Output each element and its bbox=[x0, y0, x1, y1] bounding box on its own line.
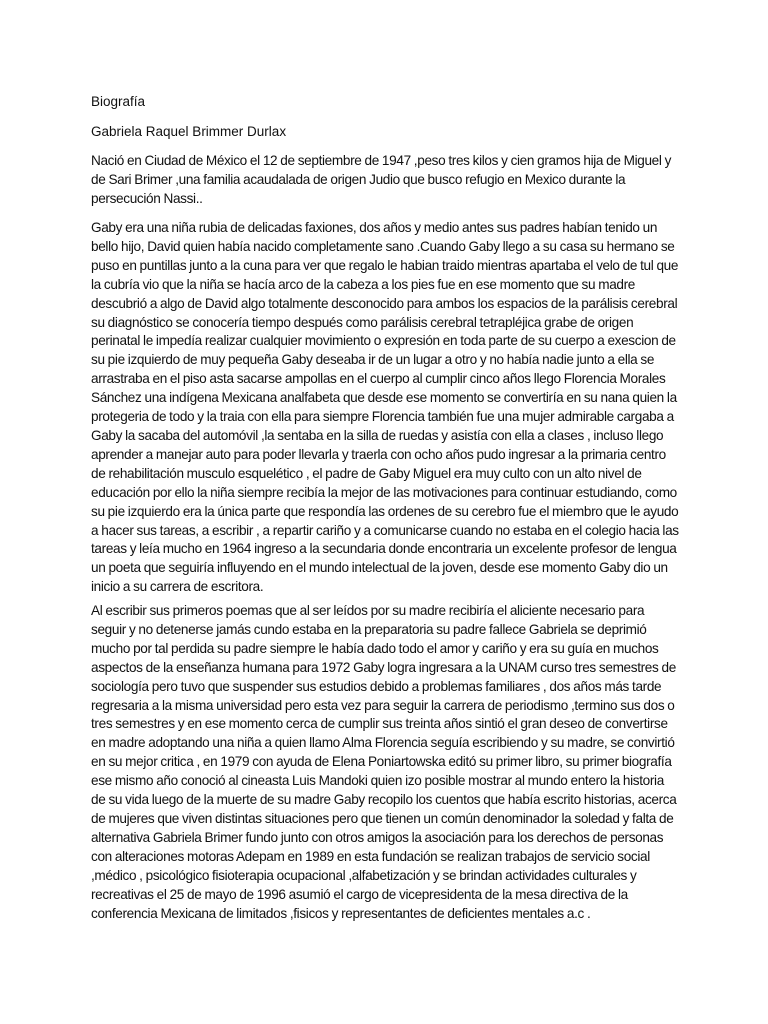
document-title: Biografía bbox=[91, 94, 146, 109]
paragraph-career: Al escribir sus primeros poemas que al ser leídos por su madre recibiría el aliciente necesario para seguir y no detenerse jamás cundo estaba en la preparatoria su padre fallece Gabriela se deprimió mucho por tal perdida su padre siempre le había dado todo el amor y cariño y era su guía en muchos aspectos de la enseñanza humana para 1972 Gaby logra ingresara a la UNAM curso tres semestres de sociología pero tuvo que suspender sus estudios debido a problemas familiares , dos años más tarde regresaria a la misma universidad pero esta vez para seguir la carrera de periodismo ,termino sus dos o tres semestres y en ese momento cerca de cumplir sus treinta años sintió el gran deseo de convertirse en madre adoptando una niña a quien llamo Alma Florencia seguía escribiendo y su madre, se convirtió en su mejor critica , en 1979 con ayuda de Elena Poniartowska editó su primer libro, su primer biografía ese mismo año conoció al cineasta Luis Mandoki quien izo posible mostrar al mundo entero la historia de su vida luego de la muerte de su madre Gaby recopilo los cuentos que había escrito historias, acerca de mujeres que viven distintas situaciones pero que tienen un común denominador la soledad y falta de alternativa Gabriela Brimer fundo junto con otros amigos la asociación para los derechos de personas con alteraciones motoras Adepam en 1989 en esta fundación se realizan trabajos de servicio social ,médico , psicológico fisioterapia ocupacional ,alfabetización y se brindan actividades culturales y recreativas el 25 de mayo de 1996 asumió el cargo de vicepresidenta de la mesa directiva de la conferencia Mexicana de limitados ,fisicos y representantes de deficientes mentales a.c . bbox=[91, 603, 677, 921]
paragraph-childhood: Gaby era una niña rubia de delicadas faxiones, dos años y medio antes sus padres habían tenido un bello hijo, David quien había nacido completamente sano .Cuando Gaby llego a su casa su hermano se puso en puntillas junto a la cuna para ver que regalo le habian traido mientras apartaba el velo de tul que la cubría vio que la niña se hacía arco de la cabeza a los pies fue en ese momento que su madre descubrió a algo de David algo totalmente desconocido para ambos los espacios de la parálisis cerebral su diagnóstico se conocería tiempo después como parálisis cerebral tetrapléjica grabe de origen perinatal le impedía realizar cualquier movimiento o expresión en toda parte de su cuerpo a exescion de su pie izquierdo de muy pequeña Gaby deseaba ir de un lugar a otro y no había nadie junto a ella se arrastraba en el piso asta sacarse ampollas en el cuerpo al cumplir cinco años llego Florencia Morales Sánchez una indígena Mexicana analfabeta que desde ese momento se convertiría en su nana quien la protegeria de todo y la traia con ella para siempre Florencia también fue una mujer admirable cargaba a Gaby la sacaba del automóvil ,la sentaba en la silla de ruedas y asistía con ella a clases , incluso llego aprender a manejar auto para poder llevarla y traerla con ocho años pudo ingresar a la primaria centro de rehabilitación musculo esquelético , el padre de Gaby Miguel era muy culto con un alto nivel de educación por ello la niña siempre recibía la mejor de las motivaciones para continuar estudiando, como su pie izquierdo era la única parte que respondía las ordenes de su cerebro fue el miembro que le ayudo a hacer sus tareas, a escribir , a repartir cariño y a comunicarse cuando no estaba en el colegio hacia las tareas y leía mucho en 1964 ingreso a la secundaria donde encontraria un excelente profesor de lengua un poeta que seguiría influyendo en el mundo intelectual de la joven, desde ese momento Gaby dio un inicio a su carrera de escritora. bbox=[91, 220, 679, 595]
paragraph-birth: Nació en Ciudad de México el 12 de septiembre de 1947 ,peso tres kilos y cien gramos hija de Miguel y de Sari Brimer ,una familia acaudalada de origen Judio que busco refugio en Mexico durante la persecución Nassi.. bbox=[91, 153, 672, 206]
subject-name: Gabriela Raquel Brimmer Durlax bbox=[91, 124, 287, 139]
